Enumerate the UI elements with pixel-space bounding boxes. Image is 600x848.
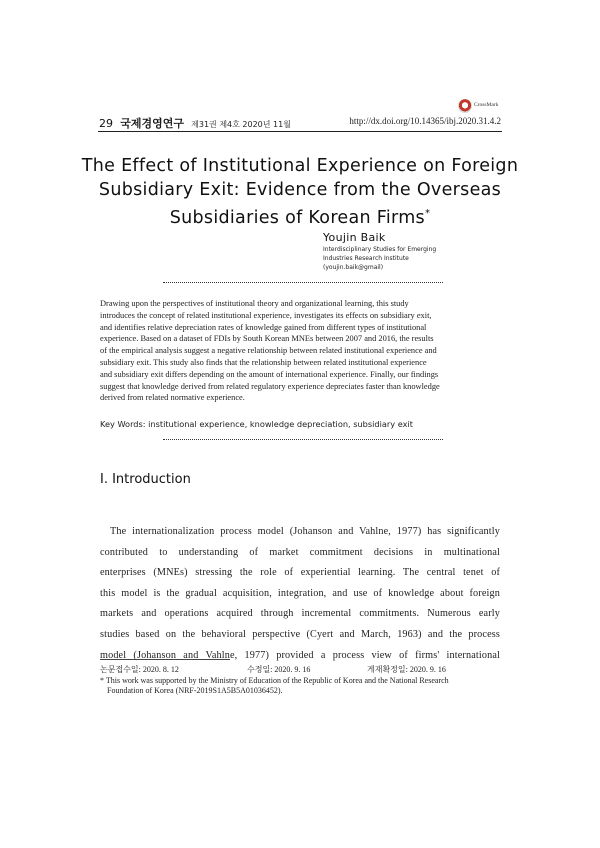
body-line: this model is the gradual acquisition, integration, and use of knowledge about foreign [100,587,500,599]
page-number: 29 [99,117,113,130]
abstract-line: experience. Based on a dataset of FDIs by South Korean MNEs between 2007 and 2016, the results [100,334,434,344]
title-footnote-mark: * [424,208,431,219]
footnote-line-1: * This work was supported by the Ministry of Education of the Republic of Korea and the National Research [100,676,449,685]
divider-dotted-top [163,282,443,283]
revised-date: 수정일: 2020. 9. 16 [247,665,311,674]
section-heading: Ⅰ. Introduction [100,472,191,487]
abstract-line: and identifies relative depreciation rates of knowledge gained from different types of institutional [100,322,427,332]
body-line: markets and operations acquired through incremental commitments. Numerous early [100,608,500,620]
divider-dotted-bottom [163,439,443,440]
author-affiliation [323,245,436,272]
crossmark-icon [458,99,472,113]
body-line: enterprises (MNEs) stressing the role of experiential learning. The central tenet of [100,567,500,579]
body-line: The internationalization process model (Johanson and Vahlne, 1977) has significantly [110,526,500,537]
abstract [100,298,500,404]
volume-issue: 제31권 제4호 2020년 11월 [191,120,291,129]
abstract-line: derived from related normative experience. [100,393,245,403]
abstract-line: suggest that knowledge derived from related regulatory experience depreciates faster than knowledge [100,381,440,391]
affiliation-line-2: Industries Research Institute [323,255,409,262]
abstract-line: of the empirical analysis suggest a negative relationship between related institutional experience and [100,346,437,356]
body-line: contributed to understanding of market commitment decisions in multinational [100,546,500,558]
keywords-label: Key Words: [100,419,146,429]
journal-name: 국제경영연구 [120,117,184,130]
submission-dates [100,664,446,675]
paper-title [80,154,520,230]
abstract-line: Drawing upon the perspectives of institutional theory and organizational learning, this study [100,299,409,308]
body-line: studies based on the behavioral perspective (Cyert and March, 1963) and the process [100,628,500,640]
title-line-3: Subsidiaries of Korean Firms [169,207,425,228]
abstract-line: introduces the concept of related institutional experience, investigates its effects on subsidiary exit, [100,310,432,320]
running-header [99,115,291,131]
title-line-1: The Effect of Institutional Experience on Foreign [81,156,519,176]
header-rule [98,131,502,132]
author-email: (youjin.baik@gmail) [323,264,384,271]
keywords-value: institutional experience, knowledge depreciation, subsidiary exit [148,419,413,429]
body-text [100,522,500,666]
affiliation-line-1: Interdisciplinary Studies for Emerging [323,246,437,253]
received-date: 논문접수일: 2020. 8. 12 [100,665,179,674]
funding-footnote [100,676,500,696]
doi-link[interactable]: http://dx.doi.org/10.14365/ibj.2020.31.4.2 [349,116,501,126]
author-name: Youjin Baik [323,231,386,244]
crossmark-label: CrossMark [474,102,499,108]
accepted-date: 게재확정일: 2020. 9. 16 [367,665,446,674]
title-line-2: Subsidiary Exit: Evidence from the Overseas [98,180,502,200]
abstract-line: and subsidiary exit differs depending on the amount of international experience. Finally, our findings [100,369,439,379]
crossmark-badge[interactable] [458,98,508,116]
footnote-rule [100,659,230,660]
abstract-line: subsidiary exit. This study also finds that the relationship between related institutional experience [100,357,427,367]
keywords [100,419,413,429]
body-line: model (Johanson and Vahlne, 1977) provided a process view of firms' international [100,649,500,661]
footnote-line-2: Foundation of Korea (NRF-2019S1A5B5A01036452). [107,686,283,695]
